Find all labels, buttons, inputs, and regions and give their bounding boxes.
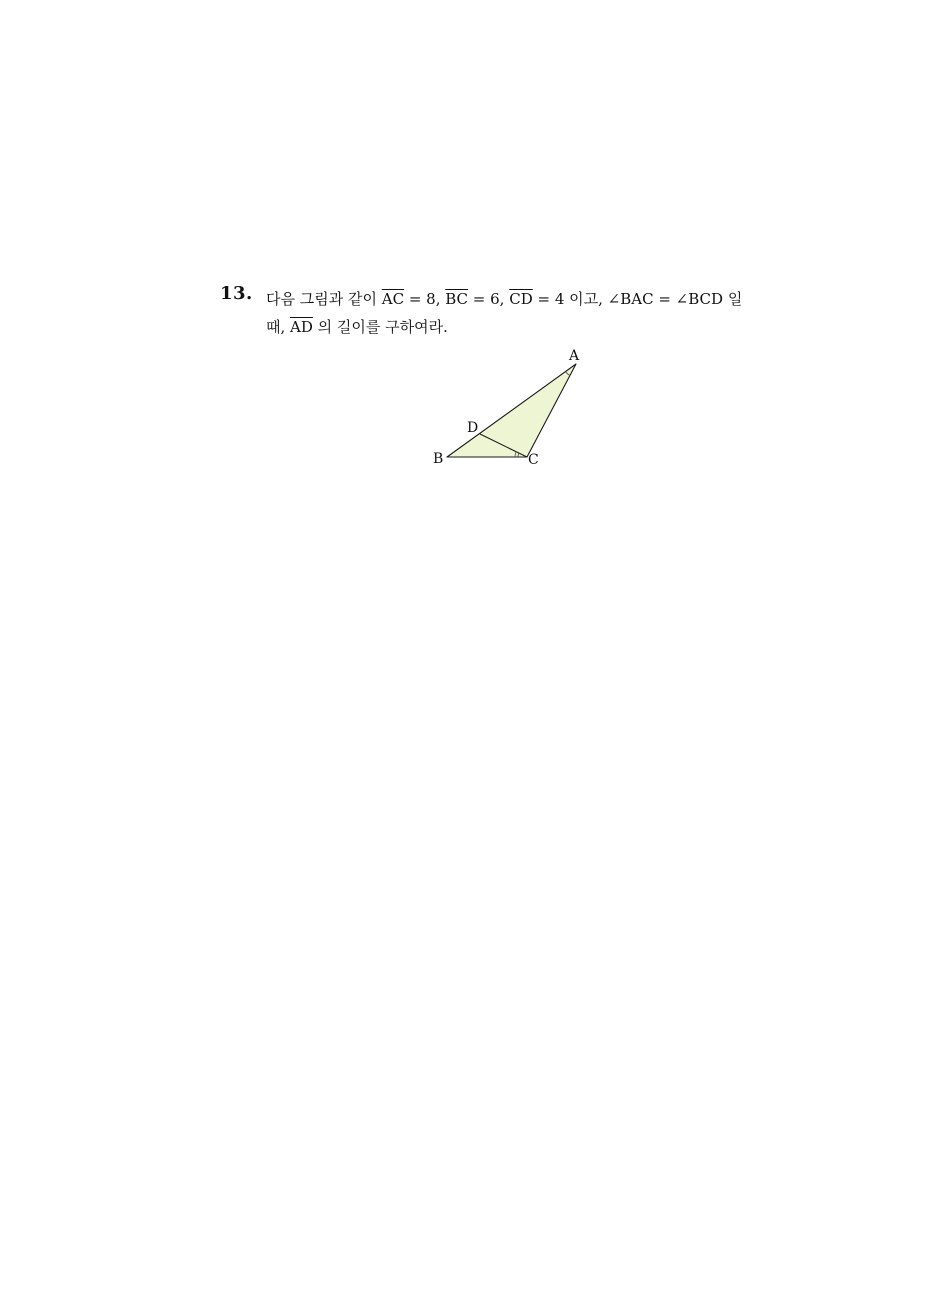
- segment-ad: $\overline{AD}$: [290, 318, 313, 336]
- problem-line-2: [266, 313, 746, 341]
- problem-number: 13.: [220, 283, 253, 304]
- problem-text: [266, 285, 746, 341]
- vertex-label-a: A: [569, 348, 580, 364]
- vertex-label-c: C: [528, 452, 539, 468]
- triangle-diagram: [425, 340, 595, 470]
- text-segment: = 8,: [404, 290, 446, 308]
- segment-cd: $\overline{CD}$: [509, 290, 533, 308]
- triangle-figure: [425, 340, 595, 470]
- vertex-label-b: B: [433, 451, 444, 467]
- text-segment: 의 길이를 구하여라.: [312, 318, 448, 336]
- problem-line-1: [266, 285, 746, 313]
- text-segment: = 4 이고, ∠BAC = ∠BCD 일: [532, 290, 743, 308]
- triangle-abc: [447, 364, 576, 457]
- vertex-label-d: D: [467, 420, 479, 436]
- text-segment: = 6,: [468, 290, 510, 308]
- text-segment: 때,: [266, 318, 291, 336]
- segment-bc: $\overline{BC}$: [445, 290, 469, 308]
- text-segment: 다음 그림과 같이: [266, 290, 382, 308]
- segment-ac: $\overline{AC}$: [381, 290, 405, 308]
